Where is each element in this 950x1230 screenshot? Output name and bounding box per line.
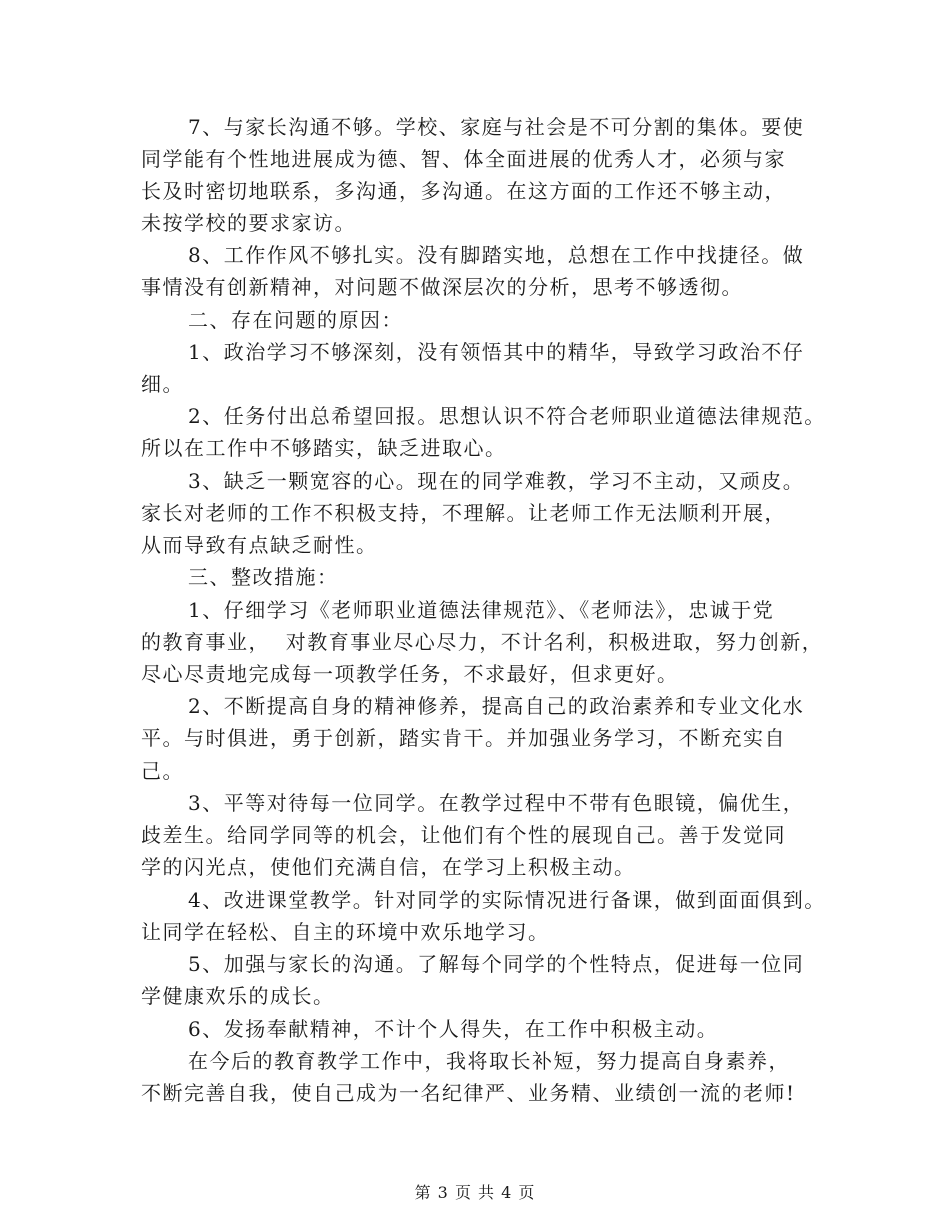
cause-2-line-1: 2、任务付出总希望回报。思想认识不符合老师职业道德法律规范。 xyxy=(188,404,826,428)
paragraph-7-line-4: 未按学校的要求家访。 xyxy=(141,211,356,235)
measure-3-line-2: 歧差生。给同学同等的机会，让他们有个性的展现自己。善于发觉同 xyxy=(141,823,786,847)
measure-1-line-2: 的教育事业， 对教育事业尽心尽力，不计名利，积极进取，努力创新， xyxy=(141,630,824,654)
measure-5-line-2: 学健康欢乐的成长。 xyxy=(141,984,335,1008)
measure-6-line-1: 6、发扬奉献精神，不计个人得失，在工作中积极主动。 xyxy=(188,1017,719,1041)
paragraph-7-line-2: 同学能有个性地进展成为德、智、体全面进展的优秀人才，必须与家 xyxy=(141,147,786,171)
measure-2-line-1: 2、不断提高自身的精神修养，提高自己的政治素养和专业文化水 xyxy=(188,694,805,718)
section-heading-measures: 三、整改措施： xyxy=(188,565,339,589)
cause-3-line-2: 家长对老师的工作不积极支持，不理解。让老师工作无法顺利开展， xyxy=(141,501,786,525)
measure-4-line-2: 让同学在轻松、自主的环境中欢乐地学习。 xyxy=(141,920,550,944)
conclusion-line-1: 在今后的教育教学工作中，我将取长补短，努力提高自身素养， xyxy=(188,1049,790,1073)
conclusion-line-2: 不断完善自我，使自己成为一名纪律严、业务精、业绩创一流的老师! xyxy=(141,1081,796,1105)
measure-2-line-2: 平。与时俱进，勇于创新，踏实肯干。并加强业务学习，不断充实自 xyxy=(141,726,786,750)
measure-5-line-1: 5、加强与家长的沟通。了解每个同学的个性特点，促进每一位同 xyxy=(188,952,805,976)
cause-3-line-3: 从而导致有点缺乏耐性。 xyxy=(141,533,378,557)
paragraph-8-line-1: 8、工作作风不够扎实。没有脚踏实地，总想在工作中找捷径。做 xyxy=(188,243,805,267)
cause-3-line-1: 3、缺乏一颗宽容的心。现在的同学难教，学习不主动，又顽皮。 xyxy=(188,469,805,493)
measure-3-line-3: 学的闪光点，使他们充满自信，在学习上积极主动。 xyxy=(141,855,636,879)
paragraph-8-line-2: 事情没有创新精神，对问题不做深层次的分析，思考不够透彻。 xyxy=(141,275,743,299)
section-heading-causes: 二、存在问题的原因： xyxy=(188,308,403,332)
cause-1-line-1: 1、政治学习不够深刻，没有领悟其中的精华，导致学习政治不仔 xyxy=(188,340,805,364)
cause-1-line-2: 细。 xyxy=(141,372,184,396)
measure-3-line-1: 3、平等对待每一位同学。在教学过程中不带有色眼镜，偏优生， xyxy=(188,791,805,815)
measure-1-line-3: 尽心尽责地完成每一项教学任务，不求最好，但求更好。 xyxy=(141,662,679,686)
paragraph-7-line-3: 长及时密切地联系，多沟通，多沟通。在这方面的工作还不够主动， xyxy=(141,179,786,203)
paragraph-7-line-1: 7、与家长沟通不够。学校、家庭与社会是不可分割的集体。要使 xyxy=(188,115,805,139)
measure-2-line-3: 己。 xyxy=(141,759,184,783)
measure-1-line-1: 1、仔细学习《老师职业道德法律规范》、《老师法》，忠诚于党 xyxy=(188,598,775,622)
page-number-footer: 第 3 页 共 4 页 xyxy=(414,1183,536,1202)
measure-4-line-1: 4、改进课堂教学。针对同学的实际情况进行备课，做到面面俱到。 xyxy=(188,888,826,912)
cause-2-line-2: 所以在工作中不够踏实，缺乏进取心。 xyxy=(141,436,507,460)
